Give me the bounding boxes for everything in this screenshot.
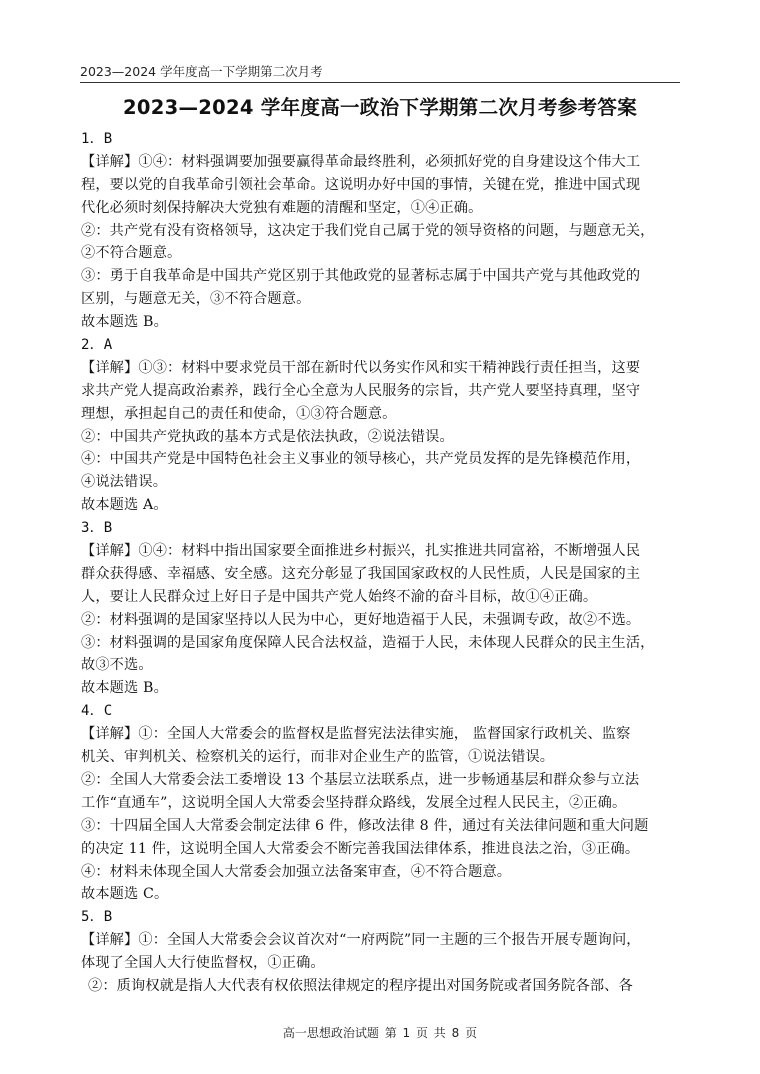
answer-line: 【详解】①③：材料中要求党员干部在新时代以务实作风和实干精神践行责任担当，这要 <box>81 359 641 376</box>
answer-line: ④：中国共产党是中国特色社会主义事业的领导核心，共产党员发挥的是先锋模范作用， <box>81 451 641 468</box>
answer-line: 【详解】①：全国人大常委会的监督权是监督宪法法律实施， 监督国家行政机关、监察 <box>81 726 631 743</box>
answer-line: 人，要让人民群众过上好日子是中国共产党人始终不渝的奋斗目标，故①④正确。 <box>81 588 598 605</box>
answer-conclusion: 故本题选 B。 <box>81 680 168 697</box>
answer-line: 【详解】①④：材料中指出国家要全面推进乡村振兴，扎实推进共同富裕，不断增强人民 <box>81 543 641 560</box>
answer-line: 群众获得感、幸福感、安全感。这充分彰显了我国国家政权的人民性质，人民是国家的主 <box>81 565 641 582</box>
answer-line: ②不符合题意。 <box>81 245 182 262</box>
answer-line: ②：全国人大常委会法工委增设 13 个基层立法联系点，进一步畅通基层和群众参与立法 <box>81 771 640 788</box>
header-divider <box>80 82 680 83</box>
answer-line: 【详解】①：全国人大常委会会议首次对“一府两院”同一主题的三个报告开展专题询问， <box>81 932 641 949</box>
question-number-2: 2．A <box>81 337 113 354</box>
question-number-5: 5．B <box>81 909 113 926</box>
answer-line: ③：十四届全国人大常委会制定法律 6 件，修改法律 8 件，通过有关法律问题和重大问题 <box>81 817 649 834</box>
answer-conclusion: 故本题选 C。 <box>81 886 169 903</box>
page-title: 2023—2024 学年度高一政治下学期第二次月考参考答案 <box>122 96 638 119</box>
answer-line: 机关、审判机关、检察机关的运行，而非对企业生产的监管，①说法错误。 <box>81 749 555 766</box>
answer-line: ②：质询权就是指人大代表有权依照法律规定的程序提出对国务院或者国务院各部、各 <box>88 977 633 994</box>
answer-line: ④：材料未体现全国人大常委会加强立法备案审查，④不符合题意。 <box>81 863 512 880</box>
question-number-4: 4．C <box>81 703 113 720</box>
answer-line: ③：勇于自我革命是中国共产党区别于其他政党的显著标志属于中国共产党与其他政党的 <box>81 268 641 285</box>
page-footer: 高一思想政治试题 第 1 页 共 8 页 <box>282 1026 478 1040</box>
question-number-1: 1．B <box>81 131 113 147</box>
answer-line: 求共产党人提高政治素养，践行全心全意为人民服务的宗旨，共产党人要坚持真理，坚守 <box>81 382 641 399</box>
answer-line: ③：材料强调的是国家角度保障人民合法权益，造福于人民，未体现人民群众的民主生活， <box>81 634 655 651</box>
answer-line: 工作“直通车”，这说明全国人大常委会坚持群众路线，发展全过程人民民主，②正确。 <box>81 794 627 811</box>
answer-conclusion: 故本题选 B。 <box>81 314 168 331</box>
answer-line: ②：共产党有没有资格领导，这决定于我们党自己属于党的领导资格的问题，与题意无关， <box>81 222 655 239</box>
answer-line: 故③不选。 <box>81 657 153 674</box>
question-number-3: 3．B <box>81 520 113 537</box>
answer-line: ②：中国共产党执政的基本方式是依法执政，②说法错误。 <box>81 428 454 445</box>
answer-content <box>81 128 681 998</box>
answer-line: 【详解】①④：材料强调要加强要赢得革命最终胜利，必须抓好党的自身建设这个伟大工 <box>81 153 641 170</box>
answer-conclusion: 故本题选 A。 <box>81 497 168 514</box>
answer-line: 体现了全国人大行使监督权，①正确。 <box>81 955 325 972</box>
answer-line: 理想，承担起自己的责任和使命，①③符合题意。 <box>81 405 397 422</box>
answer-line: ④说法错误。 <box>81 474 168 491</box>
running-header: 2023—2024 学年度高一下学期第二次月考 <box>80 64 323 79</box>
answer-line: 区别，与题意无关，③不符合题意。 <box>81 291 311 308</box>
answer-line: 代化必须时刻保持解决大党独有难题的清醒和坚定，①④正确。 <box>81 199 483 216</box>
answer-line: ②：材料强调的是国家坚持以人民为中心，更好地造福于人民，未强调专政，故②不选。 <box>81 611 641 628</box>
answer-line: 的决定 11 件，这说明全国人大常委会不断完善我国法律体系，推进良法之治，③正确。 <box>81 840 640 857</box>
answer-line: 程，要以党的自我革命引领社会革命。这说明办好中国的事情，关键在党，推进中国式现 <box>81 176 641 193</box>
